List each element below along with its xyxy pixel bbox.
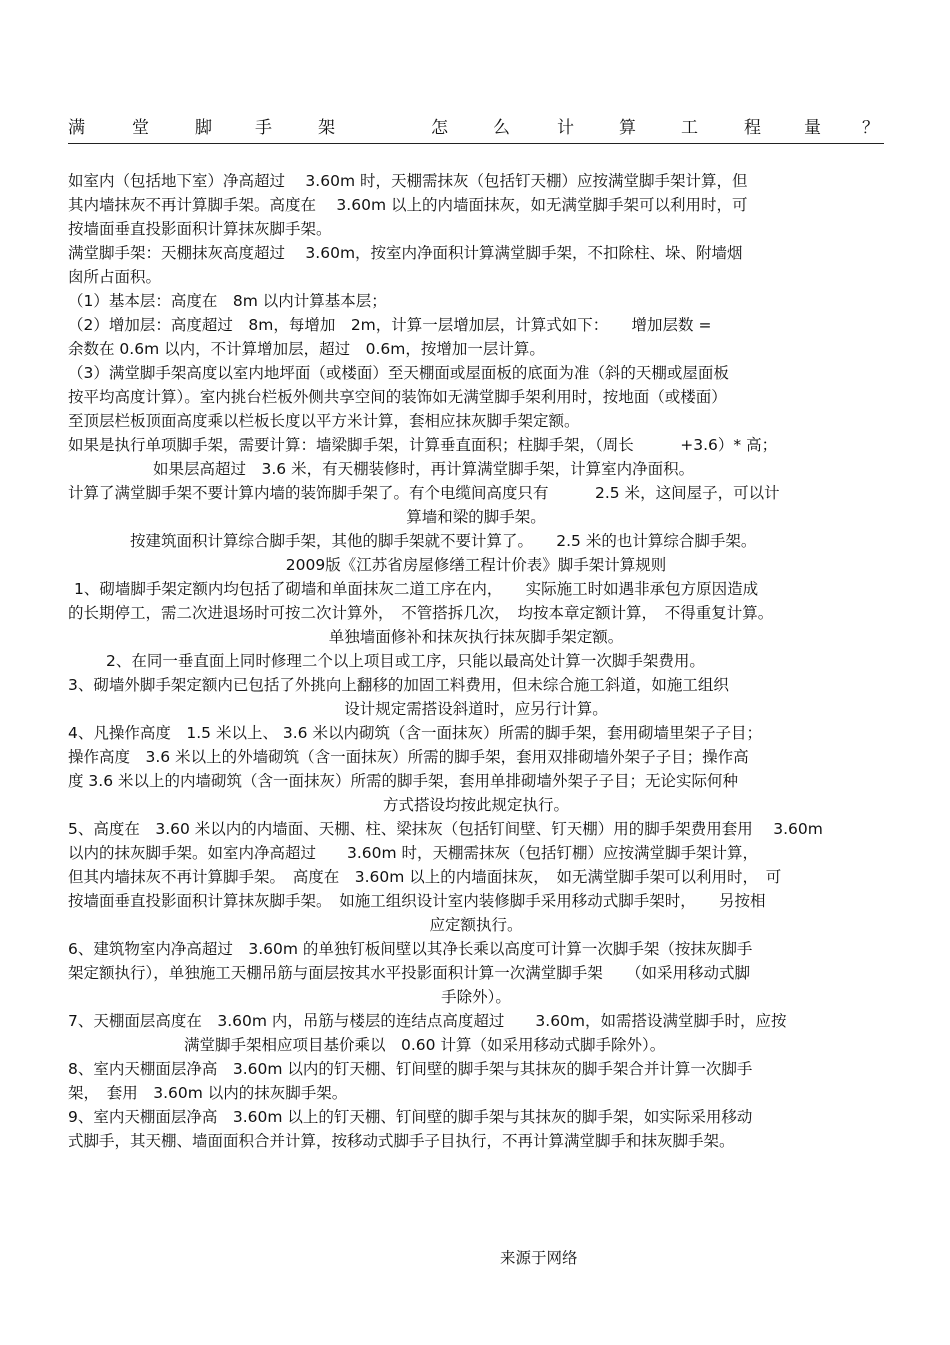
title-char: 程 <box>744 118 761 138</box>
text-line: 1、砌墙脚手架定额内均包括了砌墙和单面抹灰二道工序在内， 实际施工时如遇非承包方原因造成 <box>74 580 759 598</box>
text-line: 方式搭设均按此规定执行。 <box>382 796 569 814</box>
title-char: ？ <box>862 118 879 138</box>
title-char: 满 <box>68 118 85 138</box>
text-line: 2、在同一垂直面上同时修理二个以上项目或工序，只能以最高处计算一次脚手架费用。 <box>106 652 705 670</box>
text-line: 架定额执行），单独施工天棚吊筋与面层按其水平投影面积计算一次满堂脚手架 （如采用移动式脚 <box>68 964 751 982</box>
title-char: 怎 <box>431 118 448 138</box>
title-char: 脚 <box>195 118 212 138</box>
text-line: 6、建筑物室内净高超过 3.60m 的单独钉板间壁以其净长乘以高度可计算一次脚手架（按抹灰脚手 <box>68 940 753 958</box>
text-line: 按平均高度计算）。室内挑台栏板外侧共享空间的装饰如无满堂脚手架利用时，按地面（或楼面） <box>68 388 727 406</box>
text-line: （2）增加层：高度超过 8m，每增加 2m，计算一层增加层，计算式如下： 增加层数 = <box>68 316 712 334</box>
text-line: 按墙面垂直投影面积计算抹灰脚手架。 <box>68 220 332 238</box>
text-line: 满堂脚手架：天棚抹灰高度超过 3.60m，按室内净面积计算满堂脚手架，不扣除柱、垛、附墙烟 <box>68 244 743 262</box>
text-line: 如果是执行单项脚手架，需要计算：墙梁脚手架，计算垂直面积；柱脚手架，（周长 +3.6）* 高； <box>68 436 778 454</box>
title-char: 架 <box>318 118 335 138</box>
text-line: 5、高度在 3.60 米以内的内墙面、天棚、柱、梁抹灰（包括钉间壁、钉天棚）用的脚手架费用套用 3.60m <box>68 820 823 838</box>
text-line: 满堂脚手架相应项目基价乘以 0.60 计算（如采用移动式脚手除外）。 <box>184 1036 666 1054</box>
text-line: 按墙面垂直投影面积计算抹灰脚手架。 如施工组织设计室内装修脚手采用移动式脚手架时， 另按相 <box>68 892 766 910</box>
text-line: （1）基本层：高度在 8m 以内计算基本层； <box>68 292 387 310</box>
text-line: 算墙和梁的脚手架。 <box>406 508 546 526</box>
title-char: 工 <box>681 118 698 138</box>
text-line: 以内的抹灰脚手架。如室内净高超过 3.60m 时，天棚需抹灰（包括钉棚）应按满堂脚手架计算， <box>68 844 759 862</box>
text-line: 单独墙面修补和抹灰执行抹灰脚手架定额。 <box>328 628 624 646</box>
document-title <box>68 118 884 144</box>
text-line: 如室内（包括地下室）净高超过 3.60m 时，天棚需抹灰（包括钉天棚）应按满堂脚手架计算，但 <box>68 172 748 190</box>
text-line: 4、凡操作高度 1.5 米以上、 3.6 米以内砌筑（含一面抹灰）所需的脚手架，套用砌墙里架子子目； <box>68 724 762 742</box>
text-line: 至顶层栏板顶面高度乘以栏板长度以平方米计算，套相应抹灰脚手架定额。 <box>68 412 580 430</box>
title-char: 手 <box>255 118 272 138</box>
text-line: 的长期停工，需二次进退场时可按二次计算外， 不管搭拆几次， 均按本章定额计算， 不得重复计算。 <box>68 604 774 622</box>
text-line: 按建筑面积计算综合脚手架，其他的脚手架就不要计算了。 2.5 米的也计算综合脚手架。 <box>130 532 757 550</box>
text-line: （3）满堂脚手架高度以室内地坪面（或楼面）至天棚面或屋面板的底面为准（斜的天棚或屋面板 <box>68 364 729 382</box>
text-line: 计算了满堂脚手架不要计算内墙的装饰脚手架了。有个电缆间高度只有 2.5 米，这间屋子，可以计 <box>68 484 780 502</box>
text-line: 囱所占面积。 <box>68 268 162 286</box>
text-line: 架， 套用 3.60m 以内的抹灰脚手架。 <box>68 1084 348 1102</box>
title-char: 量 <box>804 118 821 138</box>
title-char: 算 <box>619 118 636 138</box>
text-line: 但其内墙抹灰不再计算脚手架。 高度在 3.60m 以上的内墙面抹灰， 如无满堂脚手架可以利用时， 可 <box>68 868 782 886</box>
text-line: 式脚手，其天棚、墙面面积合并计算，按移动式脚手子目执行，不再计算满堂脚手和抹灰脚手架。 <box>68 1132 735 1150</box>
text-line: 手除外）。 <box>441 988 511 1006</box>
title-char: 堂 <box>132 118 149 138</box>
text-line: 操作高度 3.6 米以上的外墙砌筑（含一面抹灰）所需的脚手架，套用双排砌墙外架子子目；操作高 <box>68 748 749 766</box>
text-line: 9、室内天棚面层净高 3.60m 以上的钉天棚、钉间壁的脚手架与其抹灰的脚手架，如实际采用移动 <box>68 1108 753 1126</box>
text-line: 7、天棚面层高度在 3.60m 内，吊筋与楼层的连结点高度超过 3.60m，如需搭设满堂脚手时，应按 <box>68 1012 787 1030</box>
text-line: 设计规定需搭设斜道时，应另行计算。 <box>344 700 608 718</box>
text-line: 余数在 0.6m 以内，不计算增加层，超过 0.6m，按增加一层计算。 <box>68 340 545 358</box>
text-line: 8、室内天棚面层净高 3.60m 以内的钉天棚、钉间壁的脚手架与其抹灰的脚手架合并计算一次脚手 <box>68 1060 753 1078</box>
title-underline <box>68 143 884 144</box>
text-line: 其内墙抹灰不再计算脚手架。高度在 3.60m 以上的内墙面抹灰，如无满堂脚手架可以利用时，可 <box>68 196 748 214</box>
source-footer: 来源于网络 <box>500 1249 578 1267</box>
text-line: 度 3.6 米以上的内墙砌筑（含一面抹灰）所需的脚手架，套用单排砌墙外架子子目；无论实际何种 <box>68 772 739 790</box>
text-line: 应定额执行。 <box>429 916 523 934</box>
text-line: 2009版《江苏省房屋修缮工程计价表》脚手架计算规则 <box>285 556 667 574</box>
text-line: 如果层高超过 3.6 米，有天棚装修时，再计算满堂脚手架，计算室内净面积。 <box>153 460 695 478</box>
title-char: 计 <box>557 118 574 138</box>
text-line: 3、砌墙外脚手架定额内已包括了外挑向上翻移的加固工料费用，但未综合施工斜道，如施工组织 <box>68 676 729 694</box>
title-char: 么 <box>493 118 510 138</box>
